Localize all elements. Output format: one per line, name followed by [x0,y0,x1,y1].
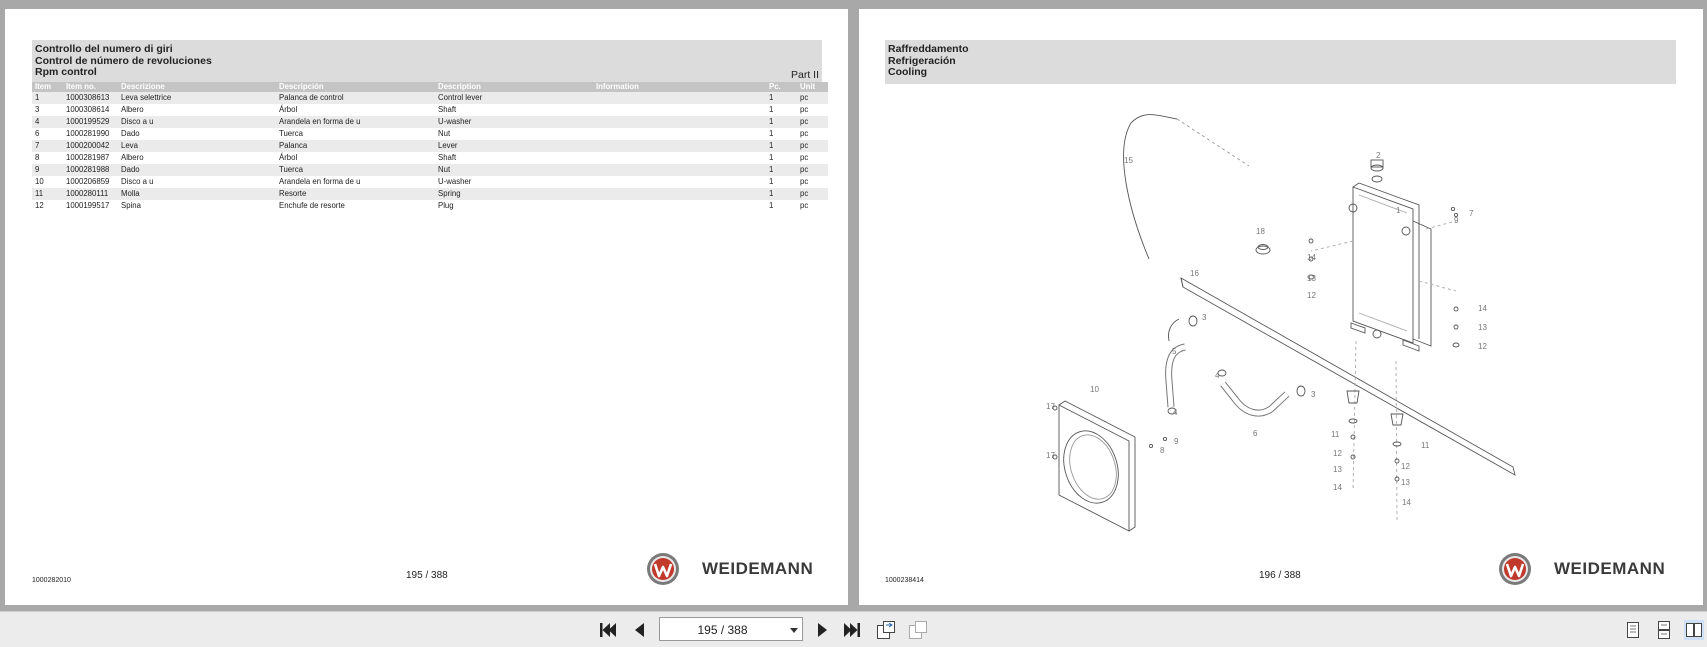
title-spanish: Refrigeración [888,55,956,67]
table-cell [593,92,766,104]
table-cell [593,116,766,128]
table-cell: Control lever [435,92,593,104]
table-cell [593,176,766,188]
table-cell: Palanca [276,140,435,152]
table-cell: Disco a u [121,177,154,186]
previous-page-icon[interactable] [630,620,650,640]
table-cell: pc [797,116,828,128]
title-italian: Raffreddamento [888,43,969,55]
table-cell: Spina [121,201,141,210]
title-english: Cooling [888,66,928,78]
table-cell: pc [800,177,809,186]
table-cell: U-washer [438,177,472,186]
fit-page-icon[interactable] [876,620,896,640]
table-row [32,128,828,140]
table-cell: Dado [121,129,140,138]
table-cell: 1000200042 [63,140,118,152]
hose-15 [1124,115,1177,259]
column-header: Descrizione [118,82,276,92]
table-cell: 9 [32,164,63,176]
last-page-icon[interactable] [842,620,862,640]
table-cell: Shaft [438,153,457,162]
callout-label: 4 [1173,408,1178,417]
column-header: Item [32,82,63,92]
callout-label: 17 [1046,402,1055,411]
callout-label: 10 [1090,385,1099,394]
table-cell: 12 [35,201,44,210]
table-cell [593,140,766,152]
table-cell [593,128,766,140]
callout-label: 13 [1333,465,1342,474]
table-cell: Plug [438,201,454,210]
table-row [32,140,828,152]
parts-table [32,82,828,212]
table-cell: Nut [438,129,451,138]
table-cell: 1000281990 [66,129,110,138]
callout-label: 12 [1307,291,1316,300]
callout-label: 6 [1253,429,1258,438]
table-cell: Albero [121,153,144,162]
table-cell: 1000308613 [63,92,118,104]
column-header: Unit [797,82,828,92]
table-cell: Árbol [279,153,298,162]
brand-name: WEIDEMANN [702,559,814,578]
callout-label: 1 [1396,206,1401,215]
table-cell: U-washer [435,116,593,128]
table-cell: 1000281987 [66,153,110,162]
callout-label: 18 [1256,227,1265,236]
document-page-left [5,9,848,605]
single-page-view-icon[interactable] [1623,620,1643,640]
table-cell: 1000308614 [66,105,110,114]
table-cell: Tuerca [276,164,435,176]
table-cell: 1000281988 [63,164,118,176]
callout-label: 11 [1331,430,1340,439]
table-cell: Arandela en forma de u [279,177,361,186]
table-row [32,176,828,188]
table-cell: pc [797,140,828,152]
first-page-icon[interactable] [598,620,618,640]
table-cell: pc [800,105,809,114]
table-cell: 1 [766,164,797,176]
column-header: Description [435,82,593,92]
table-row [32,152,828,164]
callout-label: 13 [1478,323,1487,332]
table-cell: Leva selettrice [118,92,276,104]
table-row [32,92,828,104]
table-cell: 1 [769,153,774,162]
cooling-exploded-diagram [859,91,1703,561]
table-cell: pc [797,164,828,176]
table-row [32,188,828,200]
title-spanish: Control de número de revoluciones [35,55,212,67]
page-number: 196 / 388 [1259,570,1301,581]
bar-16 [1181,278,1515,475]
table-cell: Tuerca [279,129,303,138]
callout-label: 13 [1401,478,1410,487]
table-cell: 11 [32,188,63,200]
page-header [885,40,1676,84]
callout-label: 13 [1307,274,1316,283]
table-cell: 7 [32,140,63,152]
page-number-input[interactable] [659,617,803,641]
table-cell: 1000199529 [63,116,118,128]
callout-label: 2 [1376,151,1381,160]
column-header: Item no. [63,82,118,92]
fan-shroud [1059,405,1129,531]
chevron-down-icon[interactable] [790,628,798,633]
part-label: Part II [790,69,819,81]
table-row [32,200,828,212]
callout-label: 15 [1124,156,1133,165]
table-cell: 4 [32,116,63,128]
table-cell: 1 [769,129,774,138]
table-cell: 1 [766,92,797,104]
document-number: 1000282010 [32,577,71,584]
table-row [32,104,828,116]
table-cell: pc [800,153,809,162]
table-cell: Leva [118,140,276,152]
table-cell [593,164,766,176]
callout-label: 5 [1172,347,1177,356]
continuous-view-icon[interactable] [1654,620,1674,640]
callout-label: 4 [1215,371,1220,380]
weidemann-logo-icon [1498,552,1532,586]
table-cell: Molla [118,188,276,200]
column-header: Pc. [766,82,797,92]
table-cell: Árbol [279,105,298,114]
table-cell: Shaft [438,105,457,114]
table-cell: Dado [118,164,276,176]
table-cell: 10 [35,177,44,186]
table-cell: Spring [435,188,593,200]
page-header [32,40,822,84]
table-cell: pc [797,188,828,200]
table-cell: Enchufe de resorte [279,201,345,210]
table-cell: 8 [35,153,40,162]
callout-label: 11 [1421,441,1430,450]
callout-label: 9 [1174,437,1179,446]
table-row [32,116,828,128]
table-cell: 1 [769,105,774,114]
table-cell [593,152,766,164]
table-cell: pc [800,201,809,210]
next-page-icon[interactable] [812,620,832,640]
table-row [32,164,828,176]
callout-label: 7 [1469,209,1474,218]
title-english: Rpm control [35,66,97,78]
column-header: Information [593,82,766,92]
table-cell: 1000206859 [66,177,110,186]
callout-label: 12 [1401,462,1410,471]
document-page-right [859,9,1703,605]
weidemann-logo [646,552,826,586]
page-number: 195 / 388 [406,570,448,581]
callout-label: 3 [1311,390,1316,399]
table-cell: Disco a u [118,116,276,128]
fit-width-icon[interactable] [908,620,928,640]
callout-label: 3 [1202,313,1207,322]
callout-label: 12 [1478,342,1487,351]
table-cell [593,188,766,200]
document-number: 1000238414 [885,577,924,584]
table-cell: 1 [766,188,797,200]
callout-label: 12 [1333,449,1342,458]
callout-label: 14 [1402,498,1411,507]
table-cell: 3 [35,105,40,114]
table-cell [593,104,766,116]
table-cell: Nut [435,164,593,176]
table-cell: pc [797,92,828,104]
table-cell: 1 [32,92,63,104]
table-cell: 1000199517 [66,201,110,210]
callout-label: 16 [1190,269,1199,278]
title-italian: Controllo del numero di giri [35,43,173,55]
weidemann-logo [1498,552,1678,586]
table-cell: 1 [766,116,797,128]
table-cell: 1000280111 [63,188,118,200]
table-cell: Palanca de control [276,92,435,104]
callout-label: 9 [1454,216,1459,225]
table-cell: 1 [769,201,774,210]
table-cell: Arandela en forma de u [276,116,435,128]
table-cell [593,200,766,212]
page-number-value: 195 / 388 [697,623,748,637]
radiator-core [1353,187,1413,343]
callout-label: 14 [1478,304,1487,313]
weidemann-logo-icon [646,552,680,586]
brand-name: WEIDEMANN [1554,559,1666,578]
viewer-toolbar [0,611,1707,647]
callout-label: 14 [1333,483,1342,492]
table-cell: 1 [769,177,774,186]
two-page-view-icon[interactable] [1684,620,1704,640]
callout-label: 17 [1046,451,1055,460]
table-cell: 6 [35,129,40,138]
callout-label: 14 [1307,253,1316,262]
table-cell: pc [800,129,809,138]
table-cell: Albero [121,105,144,114]
table-cell: Lever [435,140,593,152]
callout-label: 8 [1160,446,1165,455]
table-cell: 1 [766,140,797,152]
table-cell: Resorte [276,188,435,200]
column-header: Descripción [276,82,435,92]
table-header-row [32,82,828,92]
